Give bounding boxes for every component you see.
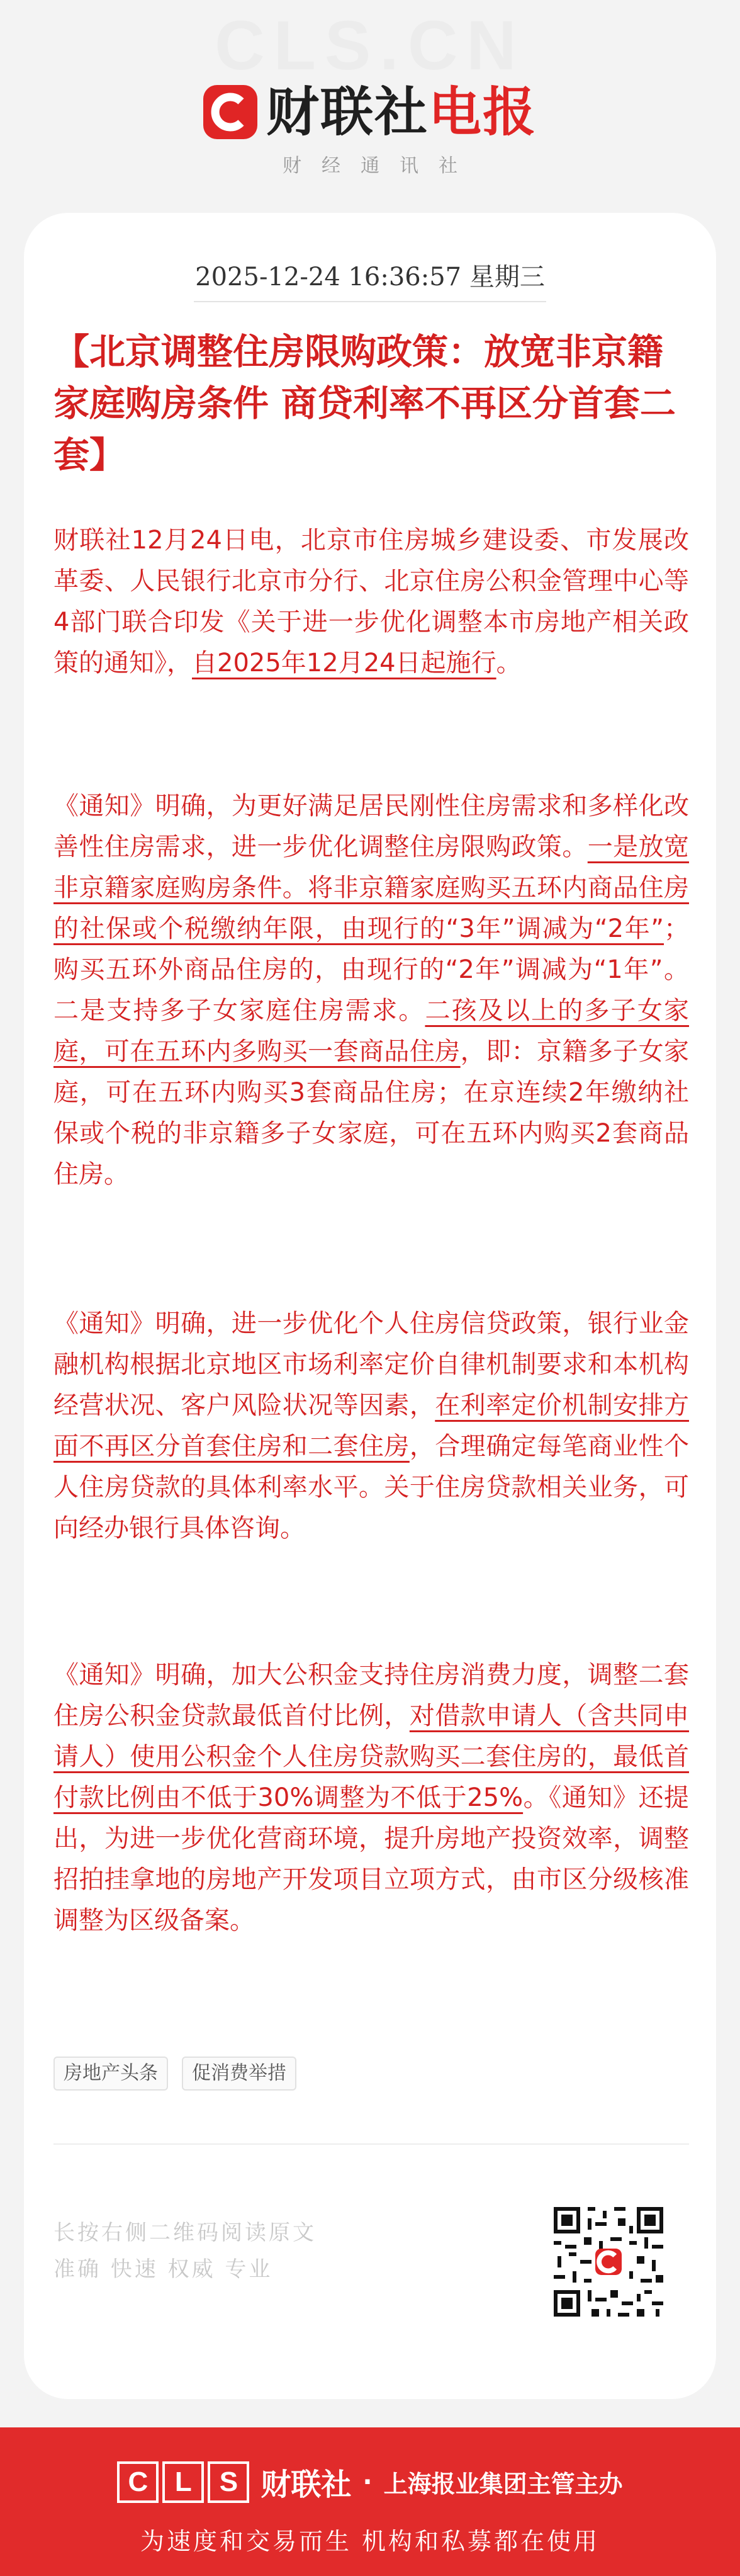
banner-description: 上海报业集团主管主办 — [383, 2470, 623, 2498]
watermark-text: CLS.CN — [215, 7, 525, 84]
paragraph-2 — [53, 786, 689, 1195]
cls-logo-icon — [203, 85, 257, 139]
article-headline: 【北京调整住房限购政策：放宽非京籍家庭购房条件 商贷利率不再区分首套二套】 — [53, 331, 676, 476]
p3-highlight-1: 在利率定价机制安排方面不再区分首套住房和二套住房 — [53, 1391, 689, 1461]
publish-datetime: 2025-12-24 16:36:57 星期三 — [195, 263, 545, 292]
p1-text-b: 。 — [496, 649, 522, 678]
banner-brand-name: 财联社 — [261, 2467, 352, 2502]
p2-text-c: ，即：京籍多子女家庭，可在五环内购买3套商品住房；在京连续2年缴纳社保或个税的非京籍多子女家庭，可在五环内购买2套商品住房。 — [53, 1037, 690, 1189]
p3-text-a: 《通知》明确，进一步优化个人住房信贷政策，银行业金融机构根据北京地区市场利率定价自律机制要求和本机构经营状况、客户风险状况等因素， — [53, 1309, 689, 1420]
p1-text-a: 财联社12月24日电，北京市住房城乡建设委、市发展改革委、人民银行北京市分行、北京住房公积金管理中心等4部门联合印发《关于进一步优化调整本市房地产相关政策的通知》， — [53, 526, 689, 678]
tag-real-estate[interactable]: 房地产头条 — [53, 2057, 168, 2091]
footer-divider — [53, 2143, 689, 2145]
paragraph-3 — [53, 1303, 689, 1549]
cls-logo — [117, 2461, 249, 2503]
paragraph-4 — [53, 1655, 689, 1941]
p3-text-b: ，合理确定每笔商业性个人住房贷款的具体利率水平。关于住房贷款相关业务，可向经办银行具体咨询。 — [53, 1432, 690, 1543]
banner-brand-row — [0, 2460, 740, 2504]
datetime-divider — [194, 301, 546, 302]
footer-banner — [0, 2427, 740, 2576]
logo-tagline: 财经通讯社 — [283, 155, 478, 177]
brand-values: 准确 快速 权威 专业 — [53, 2257, 273, 2282]
p2-highlight-2: 二孩及以上的多子女家庭，可在五环内多购买一套商品住房 — [53, 996, 690, 1066]
qr-code-icon[interactable] — [554, 2207, 663, 2317]
tag-consumption[interactable]: 促消费举措 — [182, 2057, 296, 2091]
logo-wordmark — [266, 81, 537, 143]
logo-text-main: 财联社 — [266, 81, 429, 143]
cls-letter-s: S — [208, 2461, 249, 2503]
banner-slogan: 为速度和交易而生 机构和私募都在使用 — [140, 2528, 600, 2555]
qr-hint: 长按右侧二维码阅读原文 — [53, 2220, 317, 2245]
paragraph-1 — [53, 520, 689, 684]
p4-text-b: 。《通知》还提出，为进一步优化营商环境，提升房地产投资效率，调整招拍挂拿地的房地产开发项目立项方式，由市区分级核准调整为区级备案。 — [53, 1783, 690, 1935]
p2-text-b: ；购买五环外商品住房的，由现行的“2年”调减为“1年”。二是支持多子女家庭住房需求。 — [53, 914, 689, 1025]
logo-text-accent: 电报 — [429, 81, 537, 143]
article-card — [24, 213, 716, 2399]
banner-separator: · — [362, 2467, 373, 2497]
p2-text-a: 《通知》明确，为更好满足居民刚性住房需求和多样化改善性住房需求，进一步优化调整住房限购政策。 — [53, 792, 689, 861]
brand-logo — [0, 74, 740, 150]
tag-list — [53, 2057, 296, 2091]
p4-text-a: 《通知》明确，加大公积金支持住房消费力度，调整二套住房公积金贷款最低首付比例， — [53, 1660, 689, 1730]
cls-letter-c: C — [117, 2461, 159, 2503]
p2-highlight-1: 一是放宽非京籍家庭购房条件。将非京籍家庭购买五环内商品住房的社保或个税缴纳年限，由现行的“3年”调减为“2年” — [53, 832, 690, 943]
p4-highlight-1: 对借款申请人（含共同申请人）使用公积金个人住房贷款购买二套住房的，最低首付款比例由不低于30%调整为不低于25% — [53, 1701, 690, 1812]
cls-letter-l: L — [162, 2461, 204, 2503]
p1-highlight-1: 自2025年12月24日起施行 — [192, 649, 496, 678]
